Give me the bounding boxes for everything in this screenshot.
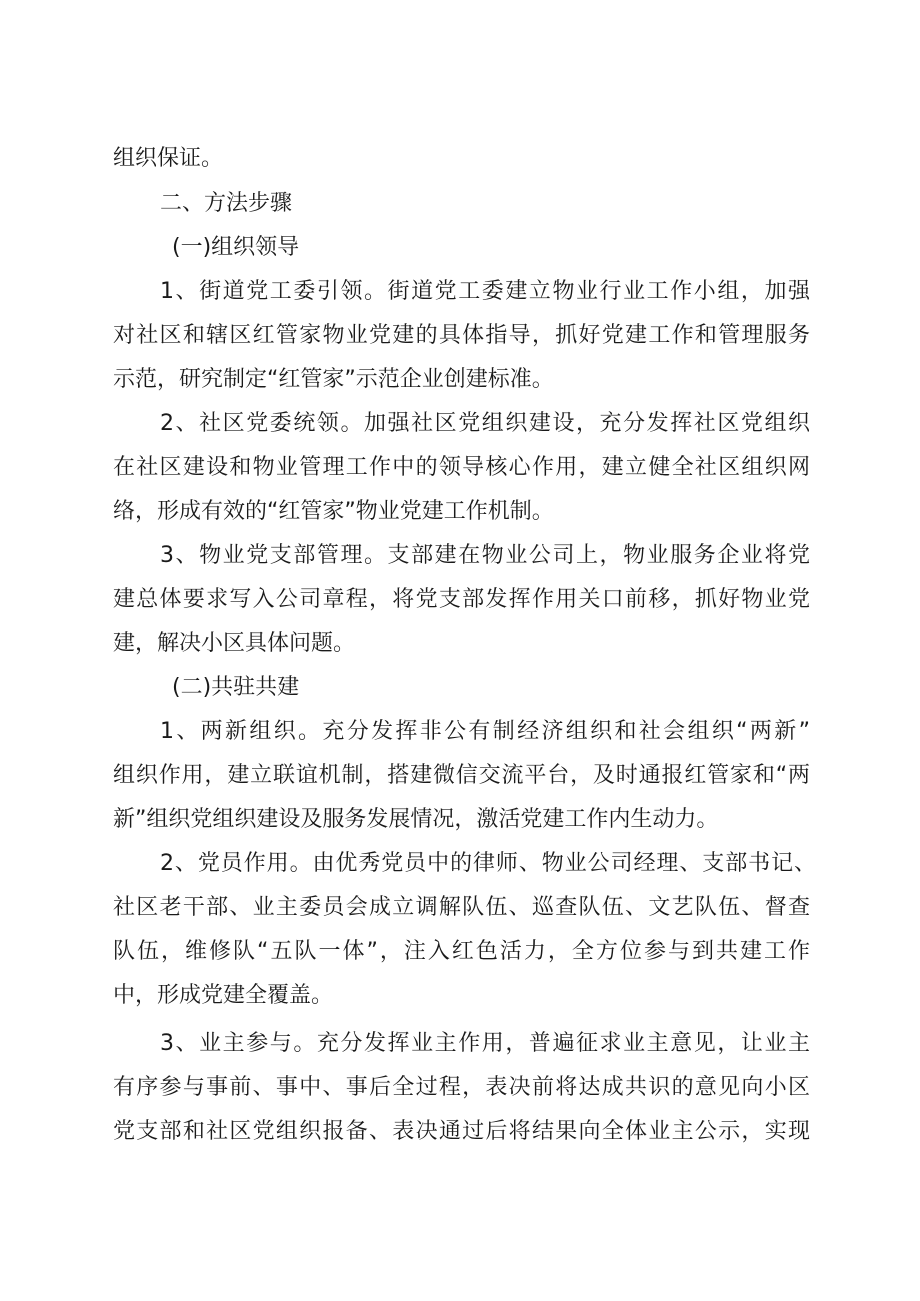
paragraph-line: 建总体要求写入公司章程，将党支部发挥作用关口前移，抓好物业党 bbox=[113, 587, 810, 612]
text-line bbox=[0, 137, 920, 181]
paragraph-end-line: 建，解决小区具体问题。 bbox=[113, 631, 356, 656]
paragraph-line: 在社区建设和物业管理工作中的领导核心作用，建立健全社区组织网 bbox=[113, 455, 810, 480]
text-line bbox=[0, 622, 920, 666]
paragraph-end-line: 示范，研究制定“红管家”示范企业创建标准。 bbox=[113, 367, 554, 392]
text-line bbox=[0, 534, 920, 578]
subsection-heading bbox=[0, 226, 920, 270]
paragraph-first-line: 3、业主参与。充分发挥业主作用，普遍征求业主意见，让业主 bbox=[160, 1031, 810, 1056]
paragraph-first-line: 1、两新组织。充分发挥非公有制经济组织和社会组织“两新” bbox=[160, 719, 810, 744]
subsection-heading-text: (一)组织领导 bbox=[172, 235, 300, 260]
text-line bbox=[0, 314, 920, 358]
paragraph-end-line: 新”组织党组织建设及服务发展情况，激活党建工作内生动力。 bbox=[113, 807, 719, 832]
paragraph-line: 对社区和辖区红管家物业党建的具体指导，抓好党建工作和管理服务 bbox=[113, 323, 810, 348]
text-line bbox=[0, 930, 920, 974]
text-line bbox=[0, 974, 920, 1018]
paragraph-first-line: 2、社区党委统领。加强社区党组织建设，充分发挥社区党组织 bbox=[160, 411, 810, 436]
paragraph-line: 队伍，维修队“五队一体”，注入红色活力，全方位参与到共建工作 bbox=[113, 939, 810, 964]
text-line bbox=[0, 1110, 920, 1154]
paragraph-first-line: 3、物业党支部管理。支部建在物业公司上，物业服务企业将党 bbox=[160, 543, 810, 568]
text-line bbox=[0, 886, 920, 930]
paragraph-end-line: 络，形成有效的“红管家”物业党建工作机制。 bbox=[113, 499, 554, 524]
text-line bbox=[0, 754, 920, 798]
text-line bbox=[0, 1066, 920, 1110]
text-line bbox=[0, 358, 920, 402]
paragraph-line: 党支部和社区党组织报备、表决通过后将结果向全体业主公示，实现 bbox=[113, 1119, 810, 1144]
paragraph-end-line: 中，形成党建全覆盖。 bbox=[113, 983, 334, 1008]
text-line bbox=[0, 842, 920, 886]
text-line bbox=[0, 710, 920, 754]
section-heading bbox=[0, 182, 920, 226]
text-line bbox=[0, 798, 920, 842]
text-line bbox=[0, 490, 920, 534]
subsection-heading-text: (二)共驻共建 bbox=[172, 675, 300, 700]
text-line bbox=[0, 270, 920, 314]
paragraph-line: 社区老干部、业主委员会成立调解队伍、巡查队伍、文艺队伍、督查 bbox=[113, 895, 810, 920]
text-line bbox=[0, 578, 920, 622]
paragraph-first-line: 2、党员作用。由优秀党员中的律师、物业公司经理、支部书记、 bbox=[160, 851, 816, 876]
subsection-heading bbox=[0, 666, 920, 710]
paragraph-first-line: 1、街道党工委引领。街道党工委建立物业行业工作小组，加强 bbox=[160, 279, 810, 304]
paragraph-line: 组织作用，建立联谊机制，搭建微信交流平台，及时通报红管家和“两 bbox=[113, 763, 810, 788]
text-line bbox=[0, 1022, 920, 1066]
section-heading-text: 二、方法步骤 bbox=[160, 191, 293, 216]
text-line bbox=[0, 446, 920, 490]
paragraph-end-line: 组织保证。 bbox=[113, 146, 224, 171]
paragraph-line: 有序参与事前、事中、事后全过程，表决前将达成共识的意见向小区 bbox=[113, 1075, 810, 1100]
text-line bbox=[0, 402, 920, 446]
